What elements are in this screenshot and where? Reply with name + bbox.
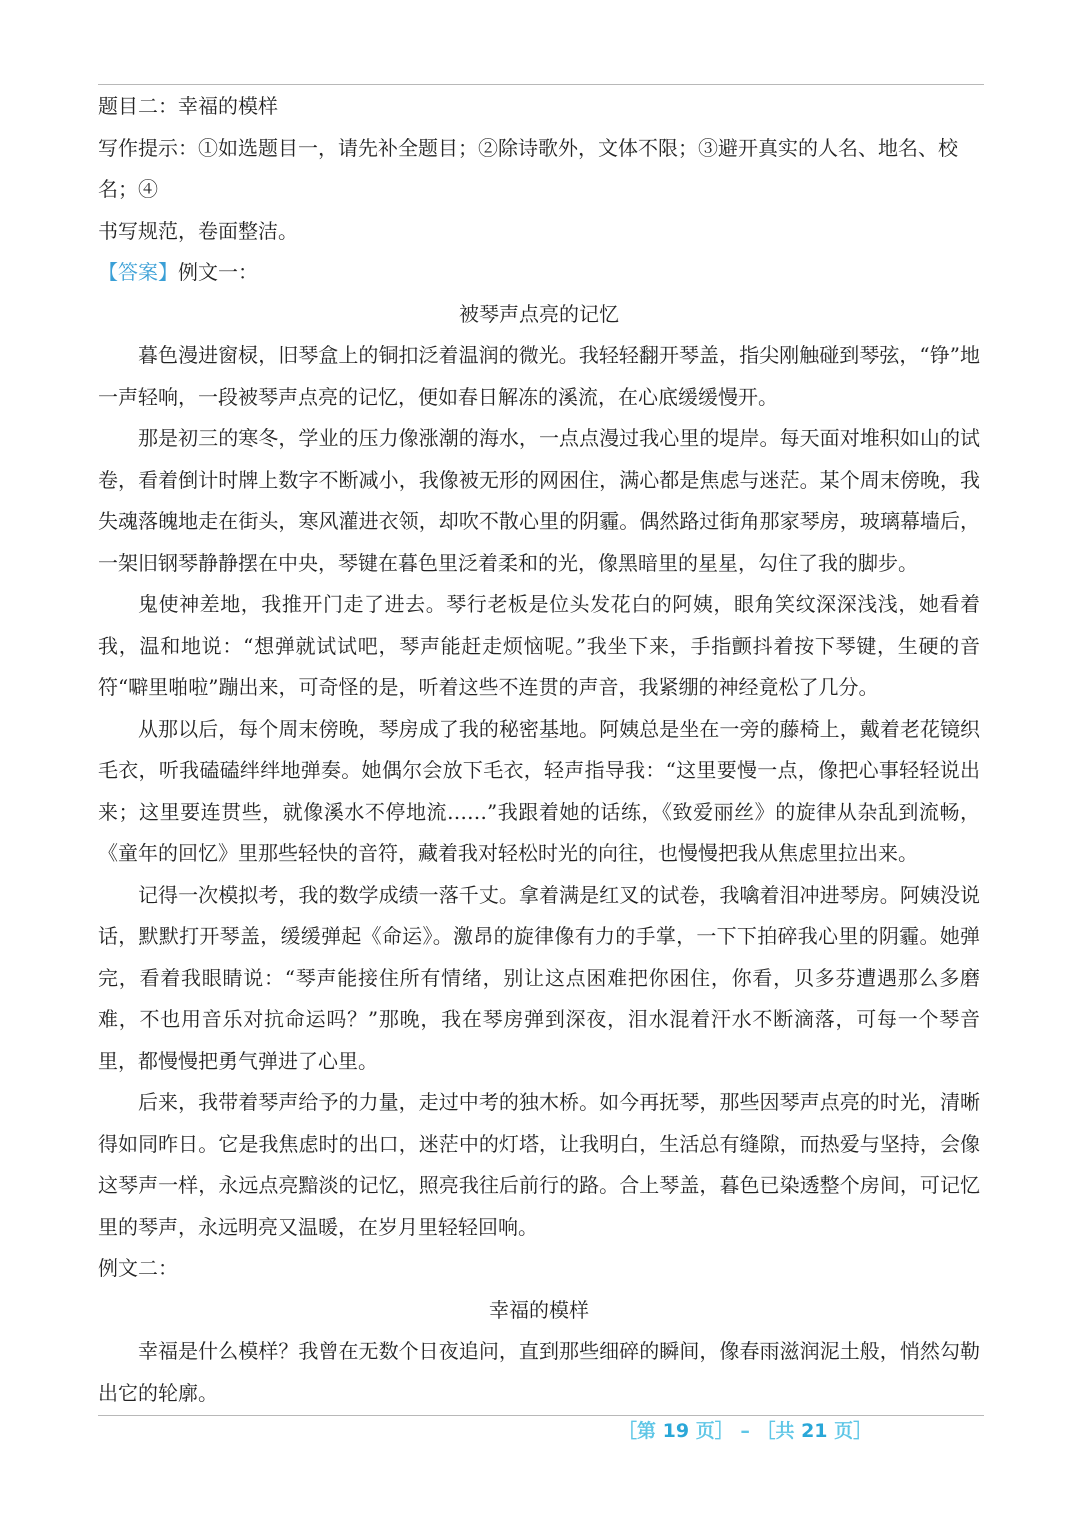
essay-1-title: 被琴声点亮的记忆 (459, 301, 619, 326)
writing-hint (98, 128, 980, 253)
total-pages-number: 21 (801, 1420, 828, 1442)
answer-tag: 【答案】 (98, 260, 178, 284)
essay-2-title: 幸福的模样 (489, 1297, 589, 1322)
page-number-footer (618, 1414, 873, 1448)
current-page-prefix: ［第 (618, 1420, 663, 1442)
essay-1-paragraph: 鬼使神差地，我推开门走了进去。琴行老板是位头发花白的阿姨，眼角笑纹深深浅浅，她看着我，温和地说：“想弹就试试吧，琴声能赶走烦恼呢。”我坐下来，手指颤抖着按下琴键，生硬的音符“噼里啪啦”蹦出来，可奇怪的是，听着这些不连贯的声音，我紧绷的神经竟松了几分。 (98, 592, 980, 699)
writing-hint-line-1: 写作提示：①如选题目一，请先补全题目；②除诗歌外，文体不限；③避开真实的人名、地名、校名；④ (98, 135, 958, 201)
current-page-suffix: 页］ (689, 1420, 734, 1442)
top-divider (98, 84, 984, 85)
essay-1-paragraph: 那是初三的寒冬，学业的压力像涨潮的海水，一点点漫过我心里的堤岸。每天面对堆积如山的试卷，看着倒计时牌上数字不断减小，我像被无形的网困住，满心都是焦虑与迷茫。某个周末傍晚，我失魂落魄地走在街头，寒风灌进衣领，却吹不散心里的阴霾。偶然路过街角那家琴房，玻璃幕墙后，一架旧钢琴静静摆在中央，琴键在暮色里泛着柔和的光，像黑暗里的星星，勾住了我的脚步。 (98, 426, 980, 575)
example-1-label: 例文一： (178, 260, 258, 284)
essay-1-paragraph: 后来，我带着琴声给予的力量，走过中考的独木桥。如今再抚琴，那些因琴声点亮的时光，清晰得如同昨日。它是我焦虑时的出口，迷茫中的灯塔，让我明白，生活总有缝隙，而热爱与坚持，会像这琴声一样，永远点亮黯淡的记忆，照亮我往后前行的路。合上琴盖，暮色已染透整个房间，可记忆里的琴声，永远明亮又温暖，在岁月里轻轻回响。 (98, 1090, 980, 1239)
example-2-label: 例文二： (98, 1256, 178, 1280)
page-content (98, 86, 980, 1414)
writing-hint-line-2: 书写规范，卷面整洁。 (98, 218, 298, 243)
essay-1-paragraph: 记得一次模拟考，我的数学成绩一落千丈。拿着满是红叉的试卷，我噙着泪冲进琴房。阿姨没说话，默默打开琴盖，缓缓弹起《命运》。激昂的旋律像有力的手掌，一下下拍碎我心里的阴霾。她弹完，看着我眼睛说：“琴声能接住所有情绪，别让这点困难把你困住，你看，贝多芬遭遇那么多磨难，不也用音乐对抗命运吗？”那晚，我在琴房弹到深夜，泪水混着汗水不断滴落，可每一个琴音里，都慢慢把勇气弹进了心里。 (98, 882, 980, 1073)
essay-1-paragraph: 从那以后，每个周末傍晚，琴房成了我的秘密基地。阿姨总是坐在一旁的藤椅上，戴着老花镜织毛衣，听我磕磕绊绊地弹奏。她偶尔会放下毛衣，轻声指导我：“这里要慢一点，像把心事轻轻说出来；这里要连贯些，就像溪水不停地流……”我跟着她的话练，《致爱丽丝》的旋律从杂乱到流畅，《童年的回忆》里那些轻快的音符，藏着我对轻松时光的向往，也慢慢把我从焦虑里拉出来。 (98, 716, 980, 865)
current-page-number: 19 (662, 1420, 690, 1442)
essay-1-paragraph: 暮色漫进窗棂，旧琴盒上的铜扣泛着温润的微光。我轻轻翻开琴盖，指尖刚触碰到琴弦，“铮”地一声轻响，一段被琴声点亮的记忆，便如春日解冻的溪流，在心底缓缓慢开。 (98, 343, 980, 409)
total-pages-suffix: 页］ (827, 1420, 873, 1442)
essay-2-paragraph: 幸福是什么模样？我曾在无数个日夜追问，直到那些细碎的瞬间，像春雨滋润泥土般，悄然勾勒出它的轮廓。 (98, 1339, 980, 1405)
topic-heading: 题目二：幸福的模样 (98, 94, 278, 118)
total-pages-prefix: ［共 (756, 1420, 802, 1442)
answer-line (98, 252, 980, 294)
footer-separator: – (733, 1420, 757, 1442)
